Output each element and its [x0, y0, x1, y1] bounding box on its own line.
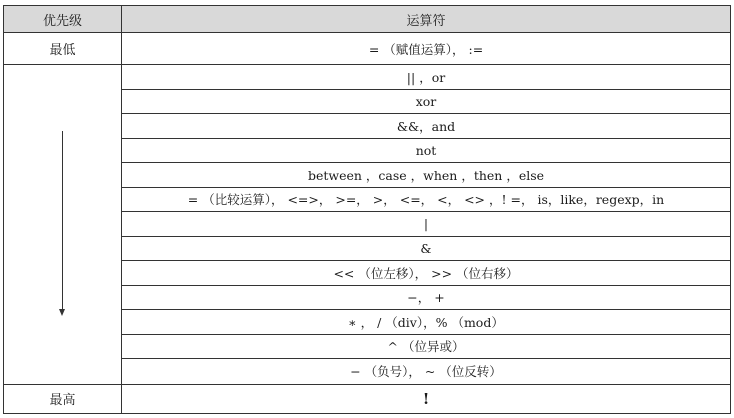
operator-row: xor: [122, 90, 730, 115]
lowest-operators: = （赋值运算）， :=: [368, 41, 484, 57]
priority-header: 优先级: [4, 6, 122, 32]
operator-row: ^ （位异或）: [122, 335, 730, 360]
operator-row: not: [122, 139, 730, 164]
operator-precedence-table: [3, 5, 731, 414]
operator-row: &&，and: [122, 114, 730, 139]
operator-row: between ，case ，when ，then ，else: [122, 163, 730, 188]
operator-row: ∗ ， / （div），% （mod）: [122, 310, 730, 335]
middle-operators: [122, 65, 730, 384]
operator-row: << （位左移）， >> （位右移）: [122, 261, 730, 286]
down-arrow-line-icon: [62, 131, 63, 311]
operator-row: − （负号）， ~ （位反转）: [350, 364, 502, 380]
highest-row: [4, 385, 730, 413]
lowest-label: 最低: [4, 33, 122, 64]
highest-label: 最高: [4, 385, 122, 413]
highest-operators: !: [422, 389, 430, 408]
lowest-row: [4, 33, 730, 65]
down-arrow-head-icon: [59, 309, 65, 316]
operator-row: &: [122, 237, 730, 262]
precedence-arrow-cell: [4, 65, 122, 384]
operator-row: || ，or: [122, 65, 730, 90]
operator-row: −， +: [122, 286, 730, 311]
operator-row: |: [122, 212, 730, 237]
table-header: [4, 6, 730, 33]
middle-block: [4, 65, 730, 385]
operator-row: = （比较运算）， <=>， >=， >， <=， <， <> ，! =， is，like，regexp，in: [122, 188, 730, 213]
operator-header: 运算符: [406, 13, 446, 29]
